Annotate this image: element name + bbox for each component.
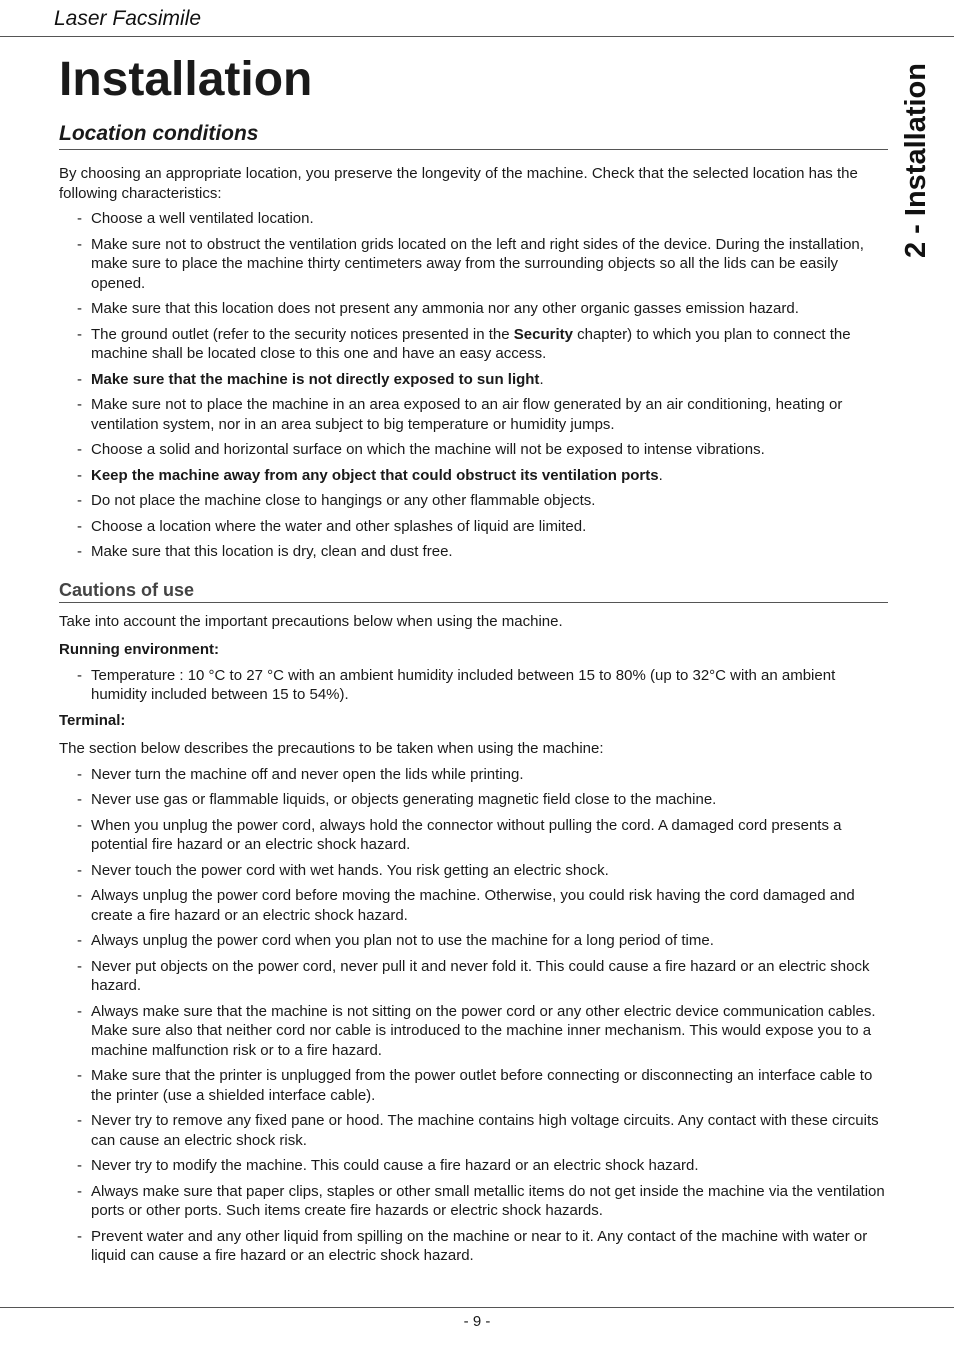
list-item-text: Choose a location where the water and other splashes of liquid are limited. (91, 517, 587, 535)
list-item-text: Choose a well ventilated location. (91, 210, 314, 227)
list-item: - Always make sure that paper clips, staples or other small metallic items do not get inside the machine via the ventilation ports or other ports. Such items create fire hazards or electric shock hazards. (77, 1182, 885, 1219)
list-item: - Make sure not to obstruct the ventilation grids located on the left and right sides of the device. During the installation, make sure to place the machine thirty centimeters away from the surrounding objects so all the lids can be easily opened. (77, 235, 864, 292)
list-item-text: Always unplug the power cord when you plan not to use the machine for a long period of time. (91, 932, 714, 949)
list-item-text: Never touch the power cord with wet hands. You risk getting an electric shock. (91, 861, 609, 879)
list-item-text: Never turn the machine off and never open the lids while printing. (91, 765, 524, 783)
list-item-text: Always make sure that paper clips, staples or other small metallic items do not get inside the machine via the ventilation ports or other ports. Such items create fire hazards or electric shock hazards. (91, 1182, 885, 1219)
list-item-text: Make sure that this location is dry, clean and dust free. (91, 543, 453, 560)
list-item: - Make sure that this location is dry, clean and dust free. (77, 543, 453, 560)
footer-divider (0, 1307, 954, 1308)
security-chapter-reference: Security (513, 325, 573, 343)
list-item-text: Make sure not to place the machine in an area exposed to an air flow generated by an air conditioning, heating or ventilation system, nor in an area subject to big temperature or humidity jumps. (91, 396, 843, 433)
terminal-list (59, 765, 888, 1266)
location-conditions-heading: Location conditions (59, 122, 888, 150)
list-item: - Never put objects on the power cord, never pull it and never fold it. This could cause a fire hazard or an electric shock hazard. (77, 957, 870, 994)
list-item-text: When you unplug the power cord, always hold the connector without pulling the cord. A damaged cord presents a potential fire hazard or an electric shock hazard. (91, 816, 842, 853)
list-item-text: Make sure that this location does not present any ammonia nor any other organic gasses emission hazard. (91, 300, 799, 317)
cautions-of-use-heading: Cautions of use (59, 580, 888, 603)
list-item: - Never turn the machine off and never open the lids while printing. (77, 765, 524, 783)
running-environment-list (59, 666, 888, 705)
list-item: - Always unplug the power cord before moving the machine. Otherwise, you could risk having the cord damaged and create a fire hazard or an electric shock hazard. (77, 887, 855, 924)
list-item: - Make sure that the machine is not directly exposed to sun light. (77, 370, 544, 388)
list-item: - Make sure not to place the machine in an area exposed to an air flow generated by an air conditioning, heating or ventilation system, nor in an area subject to big temperature or humidity jumps. (77, 396, 843, 433)
list-item-text: Never try to modify the machine. This could cause a fire hazard or an electric shock hazard. (91, 1157, 699, 1174)
running-environment-label: Running environment: (59, 641, 219, 658)
list-item-emphasis: Make sure that the machine is not directly exposed to sun light (91, 370, 540, 388)
list-item-text: Prevent water and any other liquid from spilling on the machine or near to it. Any contact of the machine with water or liquid can cause a fire hazard or an electric shock hazard. (91, 1227, 868, 1264)
list-item-text-before: The ground outlet (refer to the security notices presented in the (91, 325, 514, 343)
list-item-text-after: . (658, 466, 663, 484)
list-item: - Never try to remove any fixed pane or hood. The machine contains high voltage circuits. Any contact with these circuits can cause an electric shock risk. (77, 1112, 879, 1149)
document-header-title: Laser Facsimile (54, 7, 202, 30)
list-item-text-after: . (539, 370, 544, 388)
list-item: - Always unplug the power cord when you plan not to use the machine for a long period of time. (77, 932, 714, 949)
chapter-side-tab-label: 2 - Installation (900, 63, 932, 258)
list-item: - Choose a solid and horizontal surface on which the machine will not be exposed to intense vibrations. (77, 441, 765, 458)
list-item-text: Never put objects on the power cord, never pull it and never fold it. This could cause a fire hazard or an electric shock hazard. (91, 957, 870, 994)
list-item: - The ground outlet (refer to the security notices presented in the Security chapter) to which you plan to connect the machine shall be located close to this one and have an easy access. (77, 325, 851, 362)
list-item: - Keep the machine away from any object that could obstruct its ventilation ports. (77, 466, 663, 484)
list-item: - Never touch the power cord with wet hands. You risk getting an electric shock. (77, 861, 609, 879)
list-item-text: Always unplug the power cord before moving the machine. Otherwise, you could risk having the cord damaged and create a fire hazard or an electric shock hazard. (91, 887, 855, 924)
page-number: - 9 - (463, 1313, 491, 1330)
list-item: - Never use gas or flammable liquids, or objects generating magnetic field close to the machine. (77, 791, 717, 808)
list-item: - When you unplug the power cord, always hold the connector without pulling the cord. A damaged cord presents a potential fire hazard or an electric shock hazard. (77, 816, 842, 853)
page-content (59, 52, 888, 1266)
header-divider (0, 36, 954, 37)
chapter-side-tab (900, 62, 940, 262)
list-item: - Choose a location where the water and other splashes of liquid are limited. (77, 517, 587, 535)
list-item: - Do not place the machine close to hangings or any other flammable objects. (77, 492, 596, 509)
list-item-text-after: chapter) to which you plan to connect the machine shall be located close to this one and have an easy access. (91, 325, 851, 362)
list-item: - Choose a well ventilated location. (77, 210, 314, 227)
list-item: - Temperature : 10 °C to 27 °C with an ambient humidity included between 15 to 80% (up to 32°C with an ambient humidity included between 15 to 54%). (77, 666, 836, 703)
terminal-intro: The section below describes the precautions to be taken when using the machine: (59, 740, 604, 757)
list-item: - Make sure that this location does not present any ammonia nor any other organic gasses emission hazard. (77, 300, 799, 317)
list-item: - Prevent water and any other liquid from spilling on the machine or near to it. Any contact of the machine with water or liquid can cause a fire hazard or an electric shock hazard. (77, 1227, 868, 1264)
list-item-text: Choose a solid and horizontal surface on which the machine will not be exposed to intense vibrations. (91, 441, 765, 458)
list-item: - Always make sure that the machine is not sitting on the power cord or any other electric device communication cables. Make sure also that neither cord nor cable is introduced to the machine inner mechanism. This would expose you to a machine malfunction risk or to a fire hazard. (77, 1002, 876, 1059)
location-intro: By choosing an appropriate location, you preserve the longevity of the machine. Check that the selected location has the following characteristics: (59, 165, 858, 202)
list-item-emphasis: Keep the machine away from any object that could obstruct its ventilation ports (91, 466, 659, 484)
list-item-text: Never try to remove any fixed pane or hood. The machine contains high voltage circuits. Any contact with these circuits can cause an electric shock risk. (91, 1112, 879, 1149)
page-title: Installation (59, 53, 313, 106)
list-item: - Make sure that the printer is unplugged from the power outlet before connecting or disconnecting an interface cable to the printer (use a shielded interface cable). (77, 1067, 873, 1104)
list-item-text: Make sure that the printer is unplugged from the power outlet before connecting or disconnecting an interface cable to the printer (use a shielded interface cable). (91, 1067, 873, 1104)
location-list (59, 209, 888, 562)
list-item: - Never try to modify the machine. This could cause a fire hazard or an electric shock hazard. (77, 1157, 699, 1174)
list-item-text: Always make sure that the machine is not sitting on the power cord or any other electric device communication cables. Make sure also that neither cord nor cable is introduced to the machine inner mechanism. This would expose you to a machine malfunction risk or to a fire hazard. (91, 1002, 876, 1059)
cautions-intro: Take into account the important precautions below when using the machine. (59, 612, 563, 630)
list-item-text: Do not place the machine close to hangings or any other flammable objects. (91, 492, 596, 509)
list-item-text: Temperature : 10 °C to 27 °C with an ambient humidity included between 15 to 80% (up to 32°C with an ambient humidity included between 15 to 54%). (91, 666, 836, 703)
list-item-text: Make sure not to obstruct the ventilation grids located on the left and right sides of the device. During the installation, make sure to place the machine thirty centimeters away from the surrounding objects so all the lids can be easily opened. (91, 235, 864, 292)
terminal-label: Terminal: (59, 711, 126, 729)
list-item-text: Never use gas or flammable liquids, or objects generating magnetic field close to the machine. (91, 791, 717, 808)
